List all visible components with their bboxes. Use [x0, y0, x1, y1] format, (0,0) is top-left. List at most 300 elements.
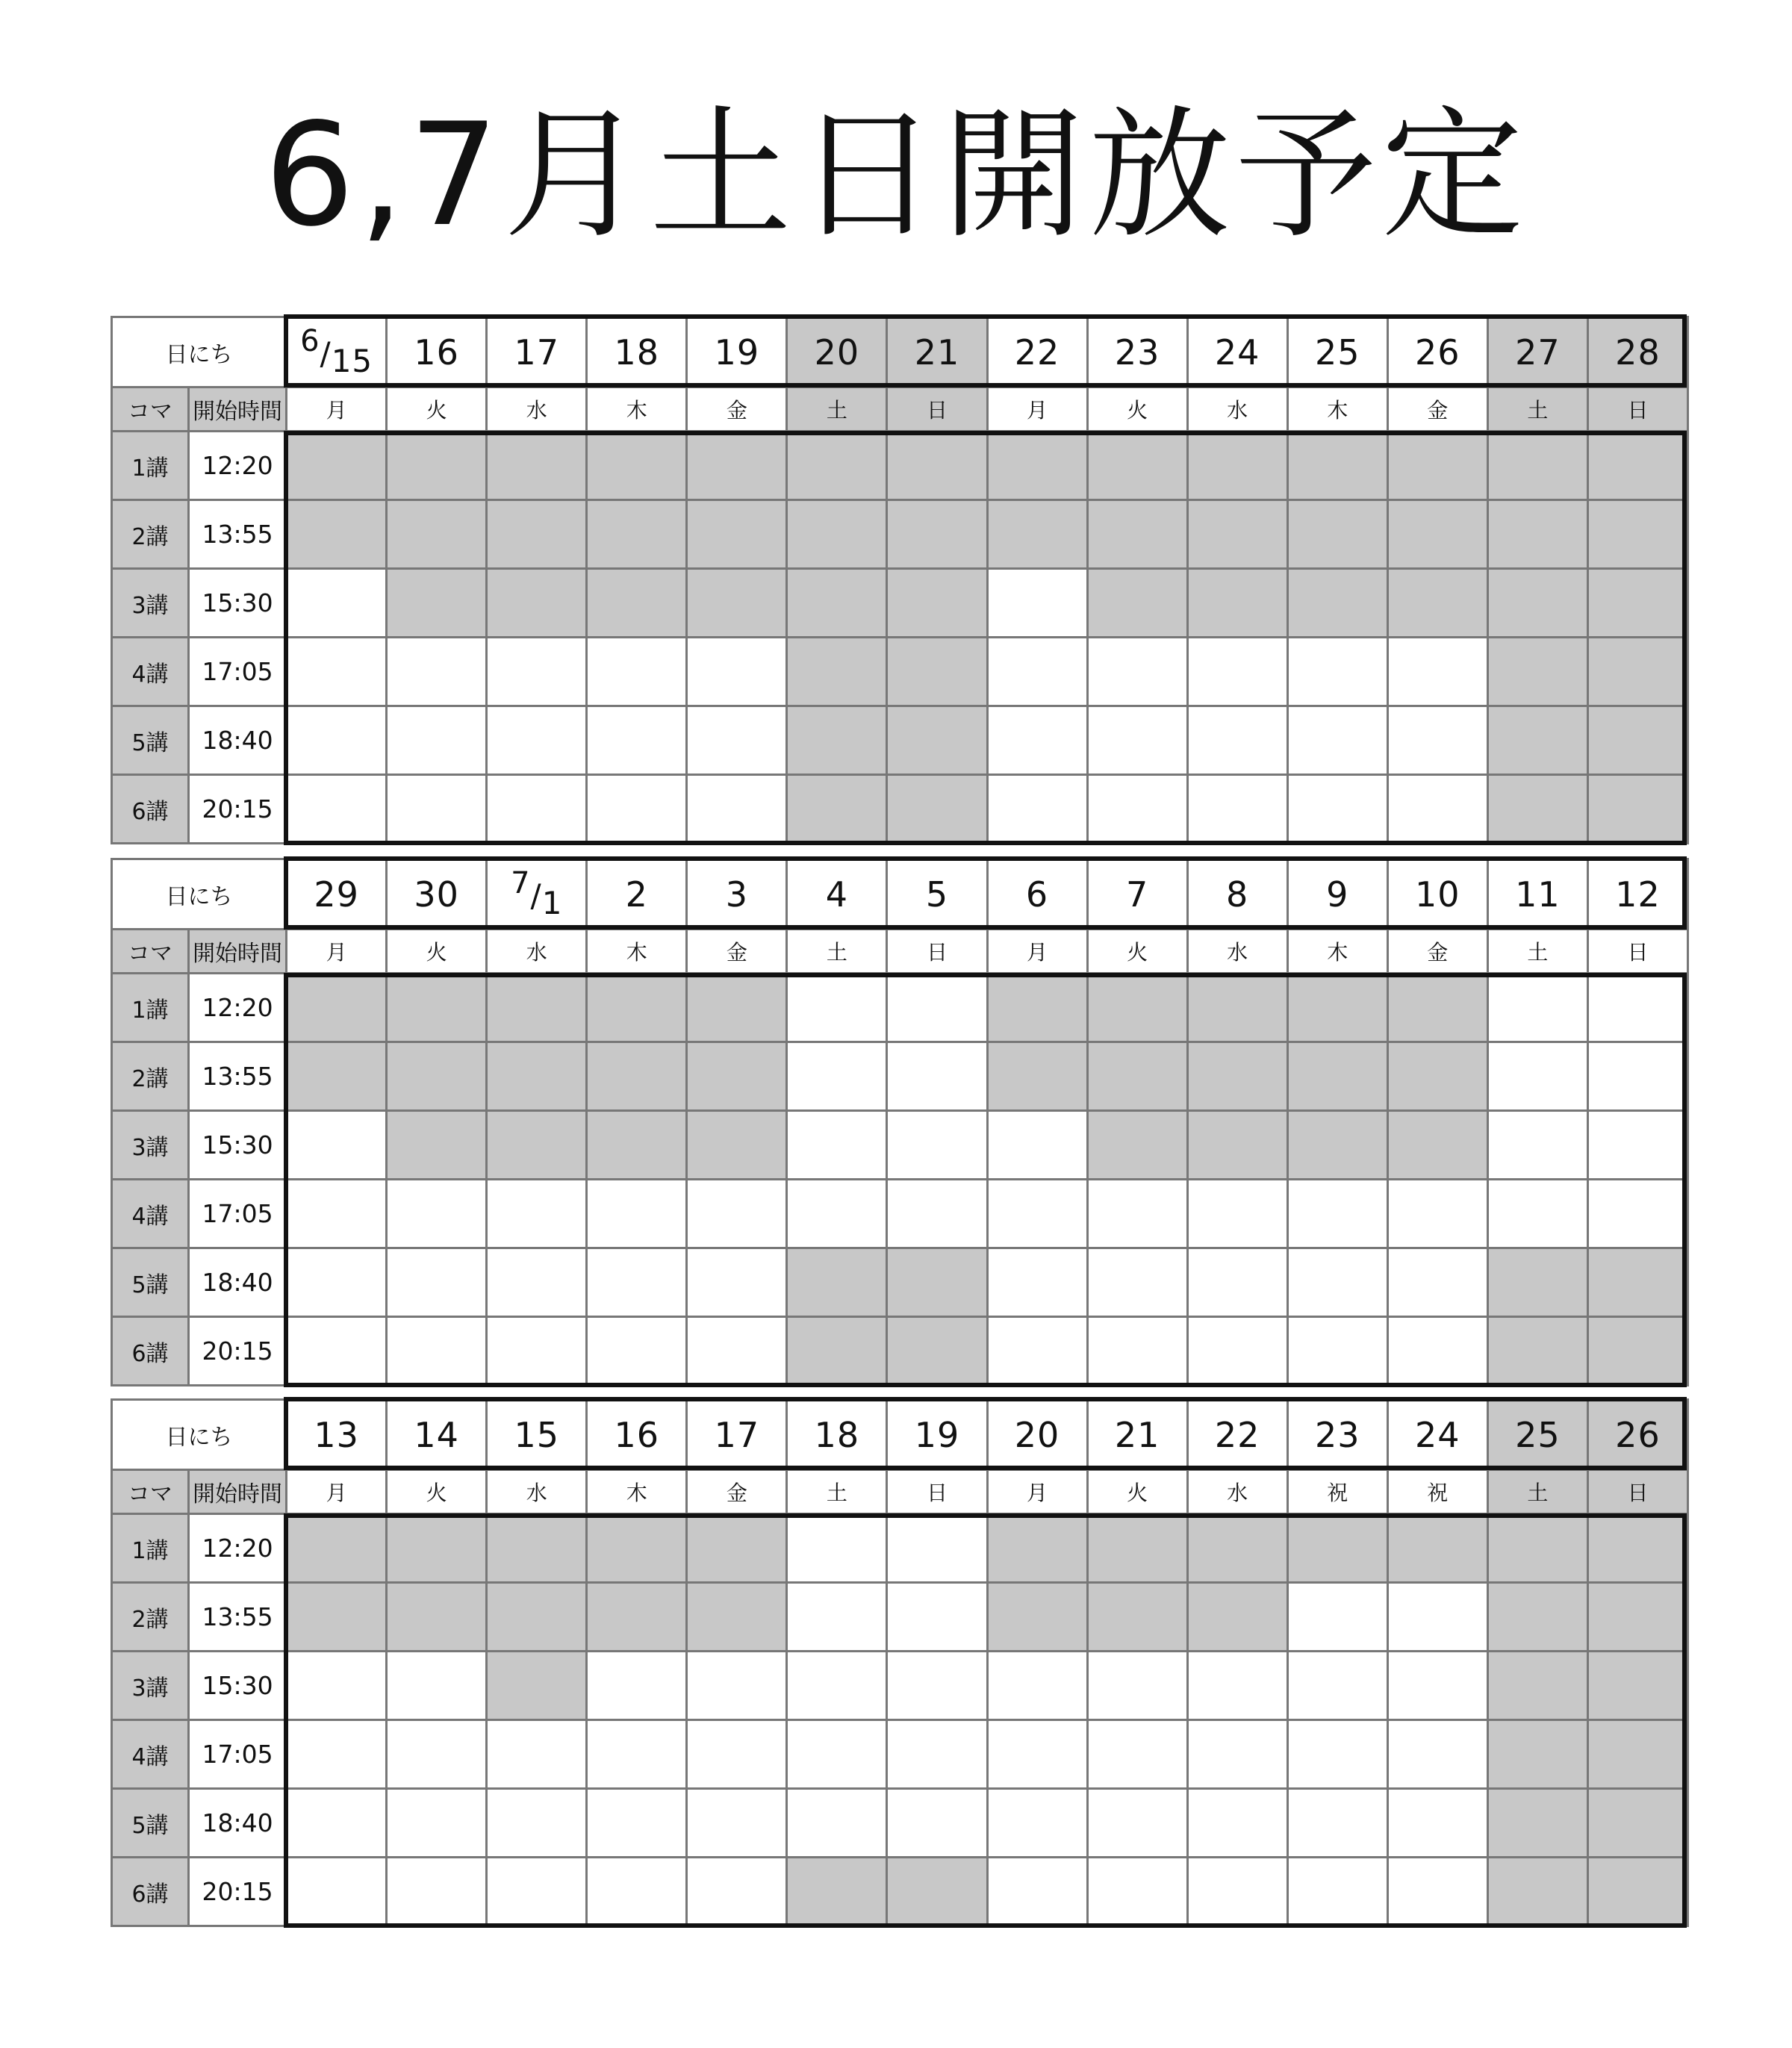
date-cell: 14 [387, 1400, 487, 1470]
open-cell [987, 1248, 1087, 1317]
slot-row [112, 775, 1688, 844]
closed-cell [1487, 1248, 1587, 1317]
closed-cell [1387, 1111, 1487, 1180]
open-cell [1087, 706, 1187, 775]
date-slash: / [320, 334, 332, 372]
closed-cell [287, 1514, 387, 1583]
date-cell: 16 [587, 1400, 687, 1470]
open-cell [1587, 1042, 1687, 1111]
weekday-cell: 月 [287, 1470, 387, 1514]
koma-label: 3講 [112, 1111, 189, 1180]
weekday-row [112, 1470, 1688, 1514]
closed-cell [587, 1583, 687, 1652]
date-cell: 29 [287, 859, 387, 930]
open-cell [1087, 1248, 1187, 1317]
open-cell [287, 569, 387, 638]
date-cell: 20 [787, 317, 887, 387]
slot-row [112, 1514, 1688, 1583]
closed-cell [1287, 974, 1387, 1042]
schedule-block-3 [111, 1398, 1689, 1927]
closed-cell [1487, 775, 1587, 844]
weekday-cell: 木 [1287, 930, 1387, 974]
closed-cell [1187, 1583, 1287, 1652]
open-cell [1087, 1858, 1187, 1926]
open-cell [1187, 1180, 1287, 1248]
closed-cell [1587, 706, 1687, 775]
closed-cell [487, 1514, 587, 1583]
weekday-cell: 祝 [1287, 1470, 1387, 1514]
koma-label: 5講 [112, 1248, 189, 1317]
closed-cell [587, 1042, 687, 1111]
slot-row [112, 638, 1688, 706]
open-cell [787, 1583, 887, 1652]
date-cell: 9 [1287, 859, 1387, 930]
open-cell [287, 638, 387, 706]
open-cell [1587, 974, 1687, 1042]
closed-cell [787, 775, 887, 844]
open-cell [587, 638, 687, 706]
start-time-header: 開始時間 [189, 1470, 287, 1514]
weekday-cell: 金 [687, 387, 787, 432]
date-cell: 8 [1187, 859, 1287, 930]
closed-cell [1387, 432, 1487, 500]
open-cell [1387, 1248, 1487, 1317]
date-cell: 18 [587, 317, 687, 387]
weekday-cell: 日 [1587, 1470, 1687, 1514]
open-cell [787, 1042, 887, 1111]
weekday-cell: 水 [487, 930, 587, 974]
closed-cell [687, 1514, 787, 1583]
closed-cell [1087, 569, 1187, 638]
open-cell [287, 1858, 387, 1926]
closed-cell [1487, 1858, 1587, 1926]
closed-cell [787, 638, 887, 706]
closed-cell [1087, 1583, 1187, 1652]
open-cell [987, 1317, 1087, 1386]
closed-cell [1587, 1248, 1687, 1317]
open-cell [1487, 974, 1587, 1042]
open-cell [387, 1317, 487, 1386]
open-cell [487, 1789, 587, 1858]
date-month: 6 [300, 323, 320, 358]
koma-label: 1講 [112, 974, 189, 1042]
open-cell [887, 1111, 987, 1180]
open-cell [287, 1180, 387, 1248]
open-cell [1387, 706, 1487, 775]
weekday-cell: 水 [1187, 930, 1287, 974]
closed-cell [387, 1111, 487, 1180]
slot-row [112, 569, 1688, 638]
open-cell [687, 1180, 787, 1248]
open-cell [1087, 1180, 1187, 1248]
date-cell: 17 [487, 317, 587, 387]
weekday-cell: 土 [1487, 930, 1587, 974]
weekday-cell: 木 [1287, 387, 1387, 432]
date-cell: 21 [1087, 1400, 1187, 1470]
open-cell [987, 1858, 1087, 1926]
slot-row [112, 1789, 1688, 1858]
closed-cell [387, 1514, 487, 1583]
closed-cell [687, 432, 787, 500]
date-cell: 28 [1587, 317, 1687, 387]
weekday-cell: 月 [987, 1470, 1087, 1514]
open-cell [1287, 1720, 1387, 1789]
open-cell [787, 1720, 887, 1789]
open-cell [1187, 706, 1287, 775]
open-cell [387, 1720, 487, 1789]
koma-label: 6講 [112, 1317, 189, 1386]
closed-cell [487, 1583, 587, 1652]
closed-cell [1487, 1652, 1587, 1720]
date-cell: 23 [1087, 317, 1187, 387]
closed-cell [1187, 432, 1287, 500]
closed-cell [1587, 1317, 1687, 1386]
date-fraction [300, 323, 373, 379]
weekday-cell: 火 [1087, 930, 1187, 974]
open-cell [987, 638, 1087, 706]
weekday-cell: 水 [1187, 387, 1287, 432]
start-time: 20:15 [189, 1317, 287, 1386]
slot-row [112, 974, 1688, 1042]
closed-cell [687, 974, 787, 1042]
weekday-cell: 水 [487, 1470, 587, 1514]
closed-cell [1487, 500, 1587, 569]
weekday-cell: 日 [887, 387, 987, 432]
koma-label: 2講 [112, 1583, 189, 1652]
closed-cell [987, 432, 1087, 500]
open-cell [1187, 1789, 1287, 1858]
closed-cell [1487, 638, 1587, 706]
closed-cell [687, 1111, 787, 1180]
closed-cell [1487, 1720, 1587, 1789]
closed-cell [1187, 569, 1287, 638]
open-cell [787, 1789, 887, 1858]
open-cell [287, 1652, 387, 1720]
weekday-cell: 火 [387, 387, 487, 432]
open-cell [1287, 775, 1387, 844]
slot-row [112, 432, 1688, 500]
open-cell [1287, 706, 1387, 775]
closed-cell [687, 1583, 787, 1652]
open-cell [1287, 1317, 1387, 1386]
date-cell: 26 [1387, 317, 1487, 387]
closed-cell [887, 775, 987, 844]
open-cell [687, 1652, 787, 1720]
closed-cell [1487, 1789, 1587, 1858]
schedule-table [111, 1398, 1689, 1927]
open-cell [687, 1248, 787, 1317]
open-cell [1487, 1180, 1587, 1248]
date-cell: 22 [987, 317, 1087, 387]
open-cell [1187, 1248, 1287, 1317]
closed-cell [887, 706, 987, 775]
weekday-cell: 月 [987, 930, 1087, 974]
slot-row [112, 1180, 1688, 1248]
closed-cell [1387, 974, 1487, 1042]
date-day: 1 [541, 884, 563, 921]
closed-cell [287, 432, 387, 500]
open-cell [387, 1858, 487, 1926]
open-cell [1387, 775, 1487, 844]
closed-cell [387, 569, 487, 638]
open-cell [587, 1652, 687, 1720]
weekday-cell: 金 [1387, 387, 1487, 432]
start-time: 12:20 [189, 432, 287, 500]
open-cell [687, 1858, 787, 1926]
date-cell [287, 317, 387, 387]
koma-label: 1講 [112, 432, 189, 500]
open-cell [787, 1111, 887, 1180]
open-cell [687, 1317, 787, 1386]
weekday-cell: 金 [687, 1470, 787, 1514]
closed-cell [887, 1858, 987, 1926]
closed-cell [887, 432, 987, 500]
open-cell [387, 1180, 487, 1248]
open-cell [987, 1720, 1087, 1789]
closed-cell [1287, 569, 1387, 638]
date-cell: 24 [1187, 317, 1287, 387]
open-cell [487, 706, 587, 775]
koma-label: 4講 [112, 638, 189, 706]
open-cell [1187, 1720, 1287, 1789]
open-cell [1087, 775, 1187, 844]
weekday-cell: 金 [687, 930, 787, 974]
closed-cell [1287, 1042, 1387, 1111]
open-cell [787, 1652, 887, 1720]
date-header-label: 日にち [112, 1400, 287, 1470]
koma-label: 6講 [112, 1858, 189, 1926]
closed-cell [987, 1514, 1087, 1583]
closed-cell [1587, 569, 1687, 638]
open-cell [1387, 1180, 1487, 1248]
date-cell: 13 [287, 1400, 387, 1470]
open-cell [687, 638, 787, 706]
weekday-cell: 水 [487, 387, 587, 432]
closed-cell [1287, 1111, 1387, 1180]
weekday-cell: 日 [1587, 387, 1687, 432]
open-cell [987, 706, 1087, 775]
closed-cell [287, 1583, 387, 1652]
open-cell [987, 1180, 1087, 1248]
start-time: 13:55 [189, 1583, 287, 1652]
closed-cell [1387, 569, 1487, 638]
closed-cell [987, 500, 1087, 569]
open-cell [587, 775, 687, 844]
open-cell [587, 1858, 687, 1926]
closed-cell [787, 569, 887, 638]
closed-cell [1587, 1583, 1687, 1652]
date-cell: 30 [387, 859, 487, 930]
date-cell: 4 [787, 859, 887, 930]
date-cell [487, 859, 587, 930]
date-cell: 16 [387, 317, 487, 387]
date-cell: 6 [987, 859, 1087, 930]
slot-row [112, 1042, 1688, 1111]
open-cell [887, 1789, 987, 1858]
open-cell [1287, 638, 1387, 706]
start-time: 12:20 [189, 1514, 287, 1583]
open-cell [787, 1514, 887, 1583]
koma-header: コマ [112, 1470, 189, 1514]
closed-cell [887, 638, 987, 706]
start-time: 20:15 [189, 1858, 287, 1926]
slot-row [112, 1317, 1688, 1386]
closed-cell [487, 974, 587, 1042]
open-cell [587, 706, 687, 775]
date-cell: 10 [1387, 859, 1487, 930]
date-header-label: 日にち [112, 859, 287, 930]
schedule-block-2 [111, 858, 1689, 1386]
open-cell [1087, 1652, 1187, 1720]
koma-header: コマ [112, 930, 189, 974]
open-cell [887, 974, 987, 1042]
date-cell: 5 [887, 859, 987, 930]
closed-cell [587, 974, 687, 1042]
closed-cell [587, 1514, 687, 1583]
closed-cell [887, 500, 987, 569]
open-cell [1287, 1180, 1387, 1248]
date-cell: 7 [1087, 859, 1187, 930]
open-cell [787, 974, 887, 1042]
closed-cell [387, 1583, 487, 1652]
closed-cell [387, 500, 487, 569]
closed-cell [687, 1042, 787, 1111]
closed-cell [1287, 432, 1387, 500]
closed-cell [287, 1042, 387, 1111]
open-cell [287, 1111, 387, 1180]
schedule-block-1 [111, 316, 1689, 844]
date-cell: 25 [1487, 1400, 1587, 1470]
closed-cell [1187, 1111, 1287, 1180]
closed-cell [1587, 500, 1687, 569]
closed-cell [987, 1042, 1087, 1111]
start-time: 12:20 [189, 974, 287, 1042]
closed-cell [1487, 432, 1587, 500]
closed-cell [1187, 1514, 1287, 1583]
weekday-cell: 土 [787, 930, 887, 974]
open-cell [487, 1858, 587, 1926]
open-cell [1287, 1248, 1387, 1317]
date-cell: 2 [587, 859, 687, 930]
closed-cell [1387, 500, 1487, 569]
koma-label: 5講 [112, 706, 189, 775]
weekday-cell: 土 [787, 387, 887, 432]
koma-label: 4講 [112, 1720, 189, 1789]
open-cell [1487, 1111, 1587, 1180]
open-cell [1087, 638, 1187, 706]
open-cell [887, 1514, 987, 1583]
start-time: 17:05 [189, 638, 287, 706]
closed-cell [1087, 1514, 1187, 1583]
slot-row [112, 500, 1688, 569]
closed-cell [1587, 1514, 1687, 1583]
closed-cell [1487, 706, 1587, 775]
open-cell [1387, 1720, 1487, 1789]
date-cell: 17 [687, 1400, 787, 1470]
koma-label: 2講 [112, 1042, 189, 1111]
open-cell [587, 1789, 687, 1858]
closed-cell [687, 500, 787, 569]
open-cell [387, 706, 487, 775]
closed-cell [1587, 432, 1687, 500]
open-cell [687, 775, 787, 844]
date-row [112, 317, 1688, 387]
weekday-cell: 金 [1387, 930, 1487, 974]
koma-label: 1講 [112, 1514, 189, 1583]
weekday-row [112, 930, 1688, 974]
weekday-cell: 月 [287, 387, 387, 432]
koma-label: 6講 [112, 775, 189, 844]
closed-cell [787, 1317, 887, 1386]
open-cell [1187, 775, 1287, 844]
closed-cell [787, 1248, 887, 1317]
weekday-cell: 月 [287, 930, 387, 974]
open-cell [487, 1180, 587, 1248]
closed-cell [587, 500, 687, 569]
weekday-cell: 木 [587, 1470, 687, 1514]
slot-row [112, 1583, 1688, 1652]
koma-label: 5講 [112, 1789, 189, 1858]
open-cell [287, 775, 387, 844]
closed-cell [687, 569, 787, 638]
open-cell [1187, 638, 1287, 706]
closed-cell [787, 500, 887, 569]
open-cell [1187, 1858, 1287, 1926]
open-cell [1587, 1111, 1687, 1180]
closed-cell [787, 432, 887, 500]
open-cell [587, 1720, 687, 1789]
open-cell [1087, 1720, 1187, 1789]
weekday-cell: 日 [887, 930, 987, 974]
weekday-cell: 水 [1187, 1470, 1287, 1514]
open-cell [1387, 1583, 1487, 1652]
date-cell: 19 [687, 317, 787, 387]
closed-cell [1487, 1317, 1587, 1386]
date-row [112, 1400, 1688, 1470]
open-cell [487, 775, 587, 844]
open-cell [487, 1720, 587, 1789]
date-cell: 3 [687, 859, 787, 930]
start-time: 15:30 [189, 569, 287, 638]
start-time: 18:40 [189, 1789, 287, 1858]
start-time: 13:55 [189, 500, 287, 569]
open-cell [487, 1248, 587, 1317]
closed-cell [1587, 638, 1687, 706]
open-cell [1187, 1317, 1287, 1386]
closed-cell [487, 1652, 587, 1720]
closed-cell [1487, 569, 1587, 638]
koma-header: コマ [112, 387, 189, 432]
open-cell [287, 1248, 387, 1317]
start-time: 17:05 [189, 1720, 287, 1789]
open-cell [587, 1180, 687, 1248]
slot-row [112, 1111, 1688, 1180]
open-cell [1587, 1180, 1687, 1248]
closed-cell [1087, 1042, 1187, 1111]
closed-cell [487, 1042, 587, 1111]
closed-cell [487, 500, 587, 569]
date-day: 15 [331, 342, 373, 379]
koma-label: 3講 [112, 1652, 189, 1720]
date-cell: 27 [1487, 317, 1587, 387]
closed-cell [387, 974, 487, 1042]
start-time: 18:40 [189, 1248, 287, 1317]
closed-cell [887, 569, 987, 638]
closed-cell [1587, 1720, 1687, 1789]
closed-cell [1087, 432, 1187, 500]
weekday-cell: 月 [987, 387, 1087, 432]
weekday-cell: 日 [1587, 930, 1687, 974]
